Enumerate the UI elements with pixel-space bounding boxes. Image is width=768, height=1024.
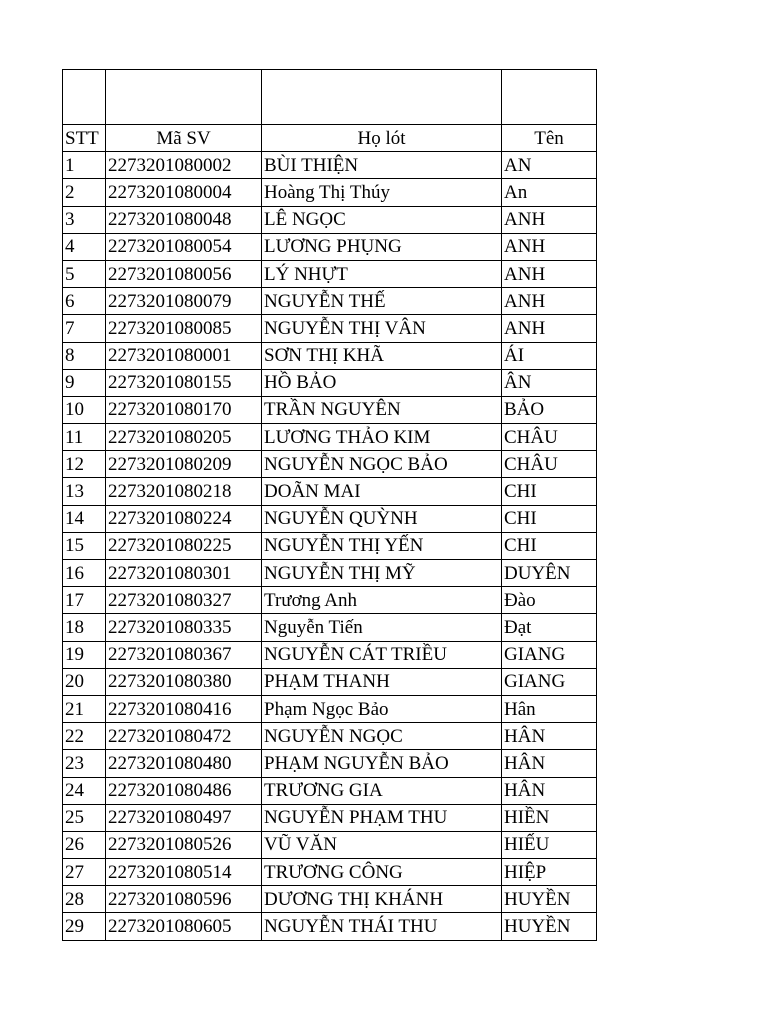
cell-ten: Hân xyxy=(502,695,597,722)
blank-cell xyxy=(262,70,502,125)
cell-stt: 22 xyxy=(63,723,106,750)
cell-ho-lot: NGUYỄN THỊ MỸ xyxy=(262,560,502,587)
cell-ten: ANH xyxy=(502,260,597,287)
table-row xyxy=(63,587,597,614)
cell-stt: 29 xyxy=(63,913,106,940)
cell-ten: ANH xyxy=(502,233,597,260)
cell-ho-lot: TRƯƠNG CÔNG xyxy=(262,859,502,886)
cell-stt: 4 xyxy=(63,233,106,260)
cell-ho-lot: NGUYỄN QUỲNH xyxy=(262,505,502,532)
cell-stt: 15 xyxy=(63,532,106,559)
blank-cell xyxy=(106,70,262,125)
cell-ma-sv: 2273201080497 xyxy=(106,804,262,831)
cell-stt: 21 xyxy=(63,695,106,722)
cell-ma-sv: 2273201080480 xyxy=(106,750,262,777)
table-row xyxy=(63,260,597,287)
cell-ma-sv: 2273201080416 xyxy=(106,695,262,722)
cell-ten: AN xyxy=(502,152,597,179)
cell-ma-sv: 2273201080301 xyxy=(106,560,262,587)
cell-ten: HIỀN xyxy=(502,804,597,831)
table-row xyxy=(63,831,597,858)
cell-ho-lot: NGUYỄN NGỌC BẢO xyxy=(262,451,502,478)
cell-ten: ÁI xyxy=(502,342,597,369)
cell-ho-lot: TRƯƠNG GIA xyxy=(262,777,502,804)
header-stt: STT xyxy=(63,125,106,152)
cell-ma-sv: 2273201080004 xyxy=(106,179,262,206)
cell-ma-sv: 2273201080472 xyxy=(106,723,262,750)
cell-stt: 25 xyxy=(63,804,106,831)
table-row xyxy=(63,179,597,206)
cell-ten: GIANG xyxy=(502,641,597,668)
cell-ho-lot: Nguyễn Tiến xyxy=(262,614,502,641)
cell-ten: BẢO xyxy=(502,396,597,423)
cell-ten: ANH xyxy=(502,315,597,342)
cell-ho-lot: NGUYỄN CÁT TRIỀU xyxy=(262,641,502,668)
cell-ten: An xyxy=(502,179,597,206)
cell-ho-lot: DƯƠNG THỊ KHÁNH xyxy=(262,886,502,913)
cell-ten: Đào xyxy=(502,587,597,614)
cell-ma-sv: 2273201080514 xyxy=(106,859,262,886)
cell-stt: 3 xyxy=(63,206,106,233)
cell-ten: HUYỀN xyxy=(502,886,597,913)
cell-ho-lot: LÊ NGỌC xyxy=(262,206,502,233)
cell-ma-sv: 2273201080001 xyxy=(106,342,262,369)
cell-ho-lot: NGUYỄN PHẠM THU xyxy=(262,804,502,831)
cell-ma-sv: 2273201080367 xyxy=(106,641,262,668)
cell-ten: HIẾU xyxy=(502,831,597,858)
cell-stt: 17 xyxy=(63,587,106,614)
cell-ho-lot: HỒ BẢO xyxy=(262,369,502,396)
cell-ho-lot: NGUYỄN THẾ xyxy=(262,288,502,315)
cell-ten: ANH xyxy=(502,206,597,233)
table-row xyxy=(63,695,597,722)
cell-stt: 27 xyxy=(63,859,106,886)
cell-stt: 1 xyxy=(63,152,106,179)
cell-stt: 26 xyxy=(63,831,106,858)
cell-ho-lot: PHẠM THANH xyxy=(262,668,502,695)
cell-ma-sv: 2273201080327 xyxy=(106,587,262,614)
cell-ten: Đạt xyxy=(502,614,597,641)
table-row xyxy=(63,886,597,913)
cell-ho-lot: TRẦN NGUYÊN xyxy=(262,396,502,423)
cell-ma-sv: 2273201080218 xyxy=(106,478,262,505)
blank-cell xyxy=(502,70,597,125)
cell-ma-sv: 2273201080085 xyxy=(106,315,262,342)
student-roster-table xyxy=(62,69,597,941)
cell-stt: 7 xyxy=(63,315,106,342)
cell-stt: 28 xyxy=(63,886,106,913)
cell-ma-sv: 2273201080225 xyxy=(106,532,262,559)
table-row xyxy=(63,369,597,396)
table-row xyxy=(63,233,597,260)
column-header-row xyxy=(63,125,597,152)
cell-stt: 18 xyxy=(63,614,106,641)
cell-ma-sv: 2273201080002 xyxy=(106,152,262,179)
cell-ho-lot: SƠN THỊ KHÃ xyxy=(262,342,502,369)
cell-ma-sv: 2273201080056 xyxy=(106,260,262,287)
table-row xyxy=(63,560,597,587)
table-row xyxy=(63,859,597,886)
cell-ma-sv: 2273201080224 xyxy=(106,505,262,532)
header-ten: Tên xyxy=(502,125,597,152)
cell-stt: 2 xyxy=(63,179,106,206)
cell-ho-lot: DOÃN MAI xyxy=(262,478,502,505)
table-row xyxy=(63,532,597,559)
cell-stt: 12 xyxy=(63,451,106,478)
table-row xyxy=(63,614,597,641)
roster-body xyxy=(63,70,597,941)
cell-ma-sv: 2273201080054 xyxy=(106,233,262,260)
cell-ma-sv: 2273201080155 xyxy=(106,369,262,396)
table-row xyxy=(63,288,597,315)
cell-stt: 19 xyxy=(63,641,106,668)
cell-ten: HÂN xyxy=(502,723,597,750)
blank-cell xyxy=(63,70,106,125)
cell-stt: 23 xyxy=(63,750,106,777)
cell-ma-sv: 2273201080605 xyxy=(106,913,262,940)
cell-ten: CHÂU xyxy=(502,424,597,451)
header-ho-lot: Họ lót xyxy=(262,125,502,152)
cell-ma-sv: 2273201080079 xyxy=(106,288,262,315)
cell-stt: 24 xyxy=(63,777,106,804)
table-row xyxy=(63,315,597,342)
cell-ten: CHÂU xyxy=(502,451,597,478)
table-row xyxy=(63,152,597,179)
cell-stt: 20 xyxy=(63,668,106,695)
cell-ten: ÂN xyxy=(502,369,597,396)
cell-ho-lot: BÙI THIỆN xyxy=(262,152,502,179)
cell-stt: 16 xyxy=(63,560,106,587)
cell-stt: 10 xyxy=(63,396,106,423)
cell-ten: HUYỀN xyxy=(502,913,597,940)
table-row xyxy=(63,206,597,233)
table-row xyxy=(63,668,597,695)
cell-ma-sv: 2273201080486 xyxy=(106,777,262,804)
cell-ho-lot: NGUYỄN THỊ VÂN xyxy=(262,315,502,342)
table-row xyxy=(63,451,597,478)
cell-ten: CHI xyxy=(502,478,597,505)
cell-ho-lot: NGUYỄN THÁI THU xyxy=(262,913,502,940)
header-ma-sv: Mã SV xyxy=(106,125,262,152)
cell-ma-sv: 2273201080526 xyxy=(106,831,262,858)
blank-header-row xyxy=(63,70,597,125)
table-row xyxy=(63,777,597,804)
cell-ho-lot: Hoàng Thị Thúy xyxy=(262,179,502,206)
cell-stt: 14 xyxy=(63,505,106,532)
cell-ma-sv: 2273201080335 xyxy=(106,614,262,641)
table-row xyxy=(63,913,597,940)
table-row xyxy=(63,342,597,369)
cell-ten: CHI xyxy=(502,532,597,559)
cell-stt: 11 xyxy=(63,424,106,451)
cell-ma-sv: 2273201080380 xyxy=(106,668,262,695)
table-row xyxy=(63,505,597,532)
cell-stt: 6 xyxy=(63,288,106,315)
cell-stt: 5 xyxy=(63,260,106,287)
cell-ten: HIỆP xyxy=(502,859,597,886)
cell-ten: DUYÊN xyxy=(502,560,597,587)
cell-ho-lot: NGUYỄN THỊ YẾN xyxy=(262,532,502,559)
table-row xyxy=(63,723,597,750)
cell-ho-lot: VŨ VĂN xyxy=(262,831,502,858)
table-row xyxy=(63,424,597,451)
cell-ma-sv: 2273201080596 xyxy=(106,886,262,913)
cell-ho-lot: Trương Anh xyxy=(262,587,502,614)
cell-ho-lot: LƯƠNG PHỤNG xyxy=(262,233,502,260)
cell-ten: GIANG xyxy=(502,668,597,695)
cell-ma-sv: 2273201080170 xyxy=(106,396,262,423)
cell-ten: HÂN xyxy=(502,750,597,777)
cell-ma-sv: 2273201080048 xyxy=(106,206,262,233)
cell-ho-lot: NGUYỄN NGỌC xyxy=(262,723,502,750)
table-row xyxy=(63,641,597,668)
table-row xyxy=(63,750,597,777)
table-row xyxy=(63,804,597,831)
cell-ten: HÂN xyxy=(502,777,597,804)
cell-ten: CHI xyxy=(502,505,597,532)
cell-ten: ANH xyxy=(502,288,597,315)
cell-ma-sv: 2273201080205 xyxy=(106,424,262,451)
cell-stt: 13 xyxy=(63,478,106,505)
table-row xyxy=(63,396,597,423)
table-row xyxy=(63,478,597,505)
cell-ho-lot: PHẠM NGUYỄN BẢO xyxy=(262,750,502,777)
cell-ho-lot: LÝ NHỰT xyxy=(262,260,502,287)
cell-ho-lot: LƯƠNG THẢO KIM xyxy=(262,424,502,451)
cell-ho-lot: Phạm Ngọc Bảo xyxy=(262,695,502,722)
cell-stt: 9 xyxy=(63,369,106,396)
cell-ma-sv: 2273201080209 xyxy=(106,451,262,478)
cell-stt: 8 xyxy=(63,342,106,369)
